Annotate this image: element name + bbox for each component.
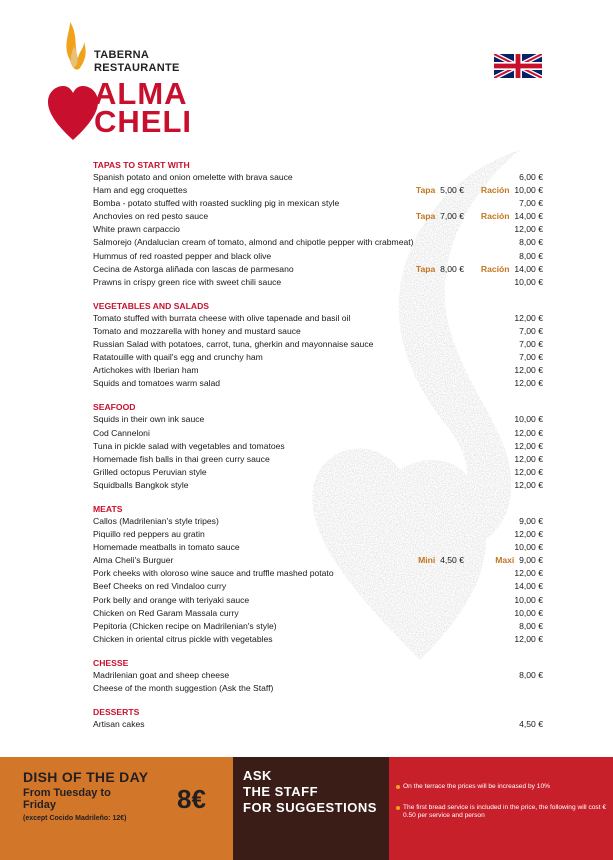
note-bread — [403, 804, 608, 820]
ask-staff-panel — [233, 757, 389, 860]
menu-item-name: Prawns in crispy green rice with sweet chili sauce — [93, 276, 282, 287]
section-title: SEAFOOD — [93, 402, 136, 413]
menu-item-price: 9,00 € — [519, 515, 543, 526]
menu-item-price: 12,00 € — [514, 378, 543, 389]
menu-item-name: Tomato and mozzarella with honey and mustard sauce — [93, 325, 301, 336]
menu-item-name: Pork belly and orange with teriyaki sauce — [93, 594, 250, 605]
menu-item-name: Homemade fish balls in thai green curry sauce — [93, 453, 270, 464]
menu-item-name: Artichokes with Iberian ham — [93, 365, 199, 376]
menu-item-price: 8,00 € — [519, 237, 543, 248]
bullet-icon — [396, 785, 400, 789]
menu-item-price: 12,00 € — [514, 427, 543, 438]
portion-large-label: Ración — [480, 185, 510, 196]
portion-small — [416, 184, 464, 197]
menu-item-name: Tomato stuffed with burrata cheese with olive tapenade and basil oil — [93, 312, 351, 323]
menu-item-price: 7,00 € — [519, 339, 543, 350]
bullet-icon — [396, 806, 400, 810]
menu-item — [93, 479, 543, 492]
dish-of-the-day-days: From Tuesday to Friday — [23, 787, 111, 811]
section-title: CHESSE — [93, 657, 129, 668]
brand-name-alma: ALMA — [94, 76, 188, 111]
portion-small-price: 4,50 € — [440, 555, 464, 566]
menu-item-price: 10,00 € — [514, 414, 543, 425]
menu-item-name: Alma Cheli's Burguer — [93, 555, 174, 566]
menu-item-price: 12,00 € — [514, 453, 543, 464]
portion-large — [481, 263, 543, 276]
ask-staff-text — [243, 768, 377, 816]
menu-item-price: 12,00 € — [514, 633, 543, 644]
menu-item-price: 12,00 € — [514, 529, 543, 540]
menu-item — [93, 312, 543, 325]
menu-item-name: Pork cheeks with oloroso wine sauce and truffle mashed potato — [93, 568, 334, 579]
dish-of-the-day-price: 8€ — [177, 784, 206, 814]
menu-item — [93, 377, 543, 390]
portion-small-price: 8,00 € — [440, 263, 464, 274]
menu-item — [93, 718, 543, 731]
menu-item — [93, 453, 543, 466]
menu-item — [93, 236, 543, 249]
section-title: DESSERTS — [93, 707, 140, 718]
note-terrace-text: On the terrace the prices will be increased by 10% — [403, 783, 550, 790]
portion-small — [416, 263, 464, 276]
portion-small-price: 7,00 € — [440, 211, 464, 222]
menu-item-price: 12,00 € — [514, 568, 543, 579]
menu-item-name: Artisan cakes — [93, 719, 145, 730]
menu-item-name: Cod Canneloni — [93, 427, 150, 438]
brand-line-taberna: TABERNA — [94, 49, 150, 61]
portion-small-label: Tapa — [415, 211, 436, 222]
menu-item — [93, 528, 543, 541]
portion-small-label: Tapa — [415, 185, 436, 196]
menu-item — [93, 263, 543, 276]
menu-item — [93, 554, 543, 567]
portion-large-label: Maxi — [495, 555, 515, 566]
note-terrace — [403, 783, 608, 791]
section-title: MEATS — [93, 503, 123, 514]
menu-item-name: Beef Cheeks on red Vindaloo curry — [93, 581, 227, 592]
menu-item-name: Spanish potato and onion omelette with brava sauce — [93, 172, 293, 182]
menu-item — [93, 210, 543, 223]
brand-subtitle — [94, 49, 180, 75]
menu-item-price: 6,00 € — [519, 172, 543, 182]
menu-item — [93, 466, 543, 479]
portion-small — [418, 554, 464, 567]
menu-item-name: Grilled octopus Peruvian style — [93, 466, 207, 477]
menu-item-price: 12,00 € — [514, 312, 543, 323]
menu-item-price: 10,00 € — [514, 607, 543, 618]
menu-item-name: Bomba - potato stuffed with roasted suckling pig in mexican style — [93, 198, 340, 209]
note-bread-text: The first bread service is included in the price, the following will cost € 0.50 per service and person — [403, 804, 607, 819]
menu-item — [93, 440, 543, 453]
menu-item-name: Salmorejo (Andalucian cream of tomato, almond and chipotle pepper with crabmeat) — [93, 237, 414, 248]
portion-small-label: Mini — [418, 555, 436, 566]
menu-item — [93, 567, 543, 580]
menu-item — [93, 364, 543, 377]
menu-item — [93, 594, 543, 607]
menu-item — [93, 580, 543, 593]
menu-item — [93, 620, 543, 633]
menu-item-name: Cecina de Astorga aliñada con lascas de parmesano — [93, 263, 294, 274]
portion-large-label: Ración — [480, 211, 510, 222]
portion-large — [495, 554, 543, 567]
menu-item — [93, 682, 543, 695]
menu-item-name: Squids in their own ink sauce — [93, 414, 205, 425]
menu-item-price: 7,00 € — [519, 198, 543, 209]
menu-item-price: 8,00 € — [519, 669, 543, 680]
section-title: VEGETABLES AND SALADS — [93, 300, 210, 311]
portion-large-price: 10,00 € — [514, 185, 543, 196]
section-title: TAPAS TO START WITH — [93, 160, 190, 170]
menu-item-name: Chicken on Red Garam Massala curry — [93, 607, 239, 618]
menu-item-name: Piquillo red peppers au gratin — [93, 529, 205, 540]
menu-item-name: Ham and egg croquettes — [93, 185, 188, 196]
menu-item-name: Ratatouille with quail's egg and crunchy ham — [93, 352, 263, 363]
menu-item-price: 10,00 € — [514, 276, 543, 287]
portion-small — [416, 210, 464, 223]
menu-item — [93, 223, 543, 236]
menu-item-name: Russian Salad with potatoes, carrot, tuna, gherkin and mayonnaise sauce — [93, 339, 374, 350]
ask-line-3: FOR SUGGESTIONS — [243, 800, 377, 815]
brand-name — [94, 76, 192, 139]
menu-item-name: Squids and tomatoes warm salad — [93, 378, 221, 389]
ask-line-1: ASK — [243, 768, 272, 783]
footer — [0, 757, 613, 860]
notes-panel — [389, 757, 613, 860]
menu-item-price: 7,00 € — [519, 352, 543, 363]
dish-of-the-day-note: (except Cocido Madrileño: 12€) — [23, 815, 127, 822]
menu-item-price: 12,00 € — [514, 440, 543, 451]
menu-item-price: 8,00 € — [519, 250, 543, 261]
dish-of-the-day-panel — [0, 757, 233, 860]
brand-name-cheli: CHELI — [94, 104, 192, 139]
menu-item-name: Anchovies on red pesto sauce — [93, 211, 209, 222]
dish-of-the-day-title: DISH OF THE DAY — [23, 769, 149, 785]
menu-item-name: Tuna in pickle salad with vegetables and tomatoes — [93, 440, 285, 451]
portion-large — [481, 210, 543, 223]
menu-item-name: Chicken in oriental citrus pickle with vegetables — [93, 633, 273, 644]
menu-item-name: Pepitoria (Chicken recipe on Madrilenian's style) — [93, 620, 277, 631]
brand-line-restaurante: RESTAURANTE — [94, 62, 180, 74]
menu-item-price: 4,50 € — [519, 719, 543, 730]
menu-item — [93, 250, 543, 263]
menu-item — [93, 427, 543, 440]
menu-item — [93, 351, 543, 364]
menu-item — [93, 325, 543, 338]
menu-item-name: White prawn carpaccio — [93, 224, 180, 235]
menu-item — [93, 184, 543, 197]
menu-item-price: 10,00 € — [514, 542, 543, 553]
menu-item-name: Squidballs Bangkok style — [93, 479, 189, 490]
portion-small-price: 5,00 € — [440, 185, 464, 196]
menu-item — [93, 669, 543, 682]
portion-large-price: 9,00 € — [519, 555, 543, 566]
menu-item-name: Homemade meatballs in tomato sauce — [93, 542, 240, 553]
menu-item-price: 12,00 € — [514, 466, 543, 477]
menu-list — [93, 159, 543, 731]
portion-large-price: 14,00 € — [514, 211, 543, 222]
menu-item — [93, 633, 543, 646]
menu-item — [93, 171, 543, 184]
menu-item-price: 7,00 € — [519, 325, 543, 336]
menu-item — [93, 413, 543, 426]
portion-small-label: Tapa — [415, 263, 436, 274]
menu-item — [93, 541, 543, 554]
menu-item-price: 12,00 € — [514, 224, 543, 235]
portion-large — [481, 184, 543, 197]
menu-item-price: 8,00 € — [519, 620, 543, 631]
menu-item-price: 12,00 € — [514, 479, 543, 490]
menu-item — [93, 515, 543, 528]
menu-item-price: 10,00 € — [514, 594, 543, 605]
menu-item-price: 12,00 € — [514, 365, 543, 376]
menu-item — [93, 607, 543, 620]
menu-item — [93, 338, 543, 351]
menu-item-name: Hummus of red roasted pepper and black olive — [93, 250, 272, 261]
ask-line-2: THE STAFF — [243, 784, 319, 799]
menu-item — [93, 197, 543, 210]
menu-item-name: Madrilenian goat and sheep cheese — [93, 669, 230, 680]
menu-item-name: Cheese of the month suggestion (Ask the Staff) — [93, 683, 274, 693]
menu-item-price: 14,00 € — [514, 581, 543, 592]
portion-large-label: Ración — [480, 263, 510, 274]
menu-item — [93, 276, 543, 289]
portion-large-price: 14,00 € — [514, 263, 543, 274]
uk-flag-icon[interactable] — [494, 54, 542, 78]
menu-item-name: Callos (Madrilenian's style tripes) — [93, 515, 219, 526]
